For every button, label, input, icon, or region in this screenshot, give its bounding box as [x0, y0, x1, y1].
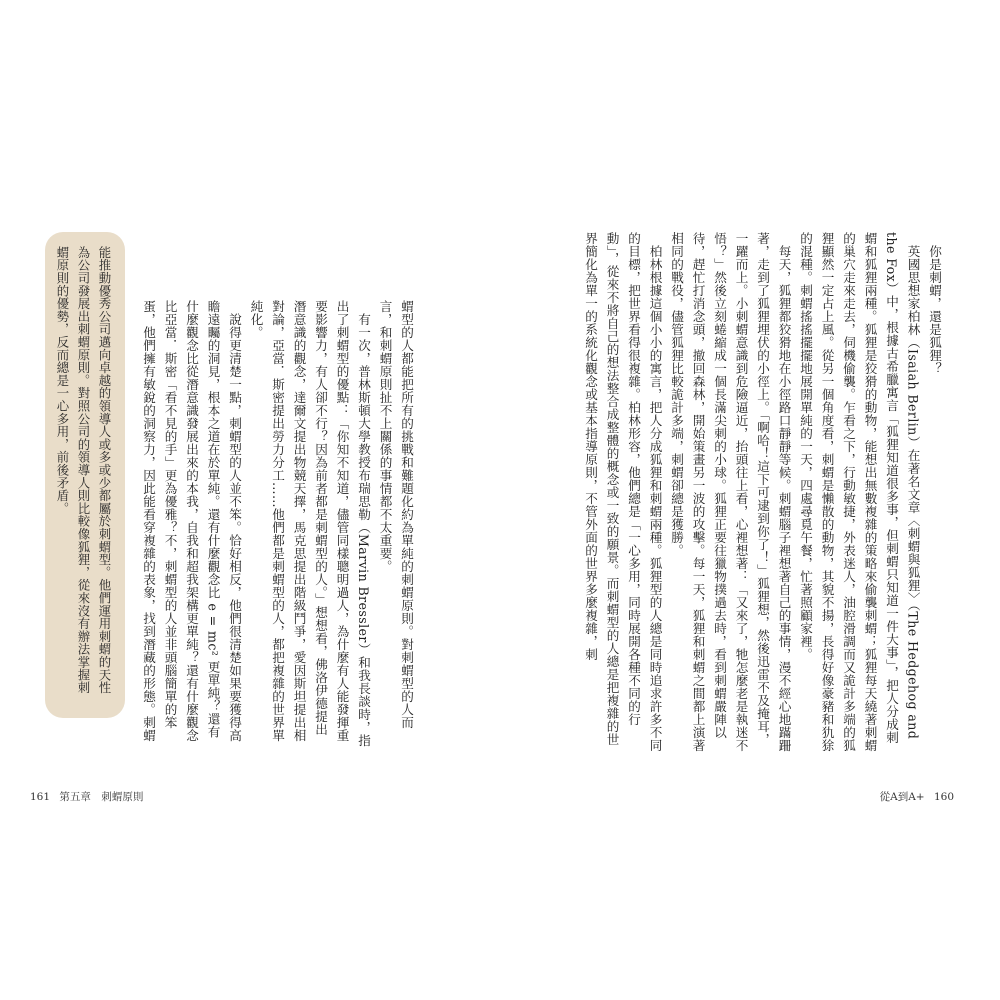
body-paragraph: 有一次，普林斯頓大學教授布瑞思勒（Marvin Bressler）和我長談時，指出了刺蝟型的優點：「你知不知道，儘管同樣聰明過人，為什麼有人能發揮重要影響力，有人卻不行？因為前者都是刺蝟型的人。」想想看，佛洛伊德提出潛意識的觀念，達爾文提出物競天擇，馬克思提出階級鬥爭，愛因斯坦提出相對論，亞當．斯密提出勞力分工……他們都是刺蝟型的人，都把複雜的世界單純化。 — [248, 300, 371, 747]
callout-text — [55, 246, 115, 706]
left-page-body — [140, 300, 417, 748]
body-paragraph: 英國思想家柏林（Isaiah Berlin）在著名文章〈刺蝟與狐狸〉（The Hedgehog and the Fox）中，根據古希臘寓言「狐狸知道很多事，但刺蝟只知道一件大事」，把人分成刺蝟和狐狸兩種。狐狸是狡猾的動物，能想出無數複雜的策略來偷襲刺蝟；狐狸每天繞著刺蝟的巢穴走來走去，伺機偷襲。乍看之下，行動敏捷，外表迷人，油腔滑調而又詭計多端的狐狸顯然一定占上風。從另一個角度看，刺蝟是懶散的動物，其貌不揚，長得好像豪豬和犰狳的混種。刺蝟搖搖擺擺地展開單純的一天，四處尋覓午餐，忙著照顧家裡。 — [798, 232, 921, 752]
page-number: 160 — [933, 791, 954, 803]
body-paragraph: 說得更清楚一點，刺蝟型的人並不笨。恰好相反，他們很清楚如果要獲得高瞻遠矚的洞見，根本之道在於單純。還有什麼觀念比 e = mc² 更單純？還有什麼觀念比從潛意識發展出來的本我，自我和超我架構更單純？還有什麼觀念比亞當．斯密「看不見的手」更為優雅？不，刺蝟型的人並非頭腦簡單的笨蛋，他們擁有敏銳的洞察力，因此能看穿複雜的表象，找到潛藏的形態。刺蝟 — [141, 300, 242, 742]
page-number: 161 — [30, 791, 51, 803]
callout-paragraph: 能推動優秀公司邁向卓越的領導人或多或少都屬於刺蝟型。他們運用刺蝟的天性為公司發展出刺蝟原則。對照公司的領導人則比較像狐狸，從來沒有辦法掌握刺蝟原則的優勢，反而總是一心多用，前後矛盾。 — [55, 246, 112, 694]
body-paragraph: 柏林根據這個小小的寓言，把人分成狐狸和刺蝟兩種。狐狸型的人總是同時追求許多不同的目標，把世界看得很複雜。柏林形容，他們總是「一心多用，同時展開各種不同的行動」，從來不將自己的想法整合成整體的概念或一致的願景。而刺蝟型的人總是把複雜的世界簡化為單一的系統化觀念或基本指導原則，不管外面的世界多麼複雜，刺 — [583, 232, 663, 752]
body-paragraph: 每天，狐狸都狡猾地在小徑路口靜靜等候。刺蝟腦子裡想著自己的事情，漫不經心地蹣跚著，走到了狐狸埋伏的小徑上。「啊哈！這下可逮到你了！」狐狸想，然後迅雷不及掩耳，一躍而上。小刺蝟意識到危險逼近，抬頭往上看，心裡想著：「又來了，牠怎麼老是執迷不悟？」然後立刻蜷縮成一個長滿尖刺的小球。狐狸正要往獵物撲過去時，看到刺蝟嚴陣以待，趕忙打消念頭，撤回森林，開始策畫另一波的攻擊。每一天，狐狸和刺蝟之間都上演著相同的戰役，儘管狐狸比較詭計多端，刺蝟卻總是獲勝。 — [669, 232, 792, 752]
right-folio — [880, 789, 960, 804]
body-paragraph: 你是刺蝟，還是狐狸？ — [927, 244, 942, 375]
body-paragraph: 蝟型的人都能把所有的挑戰和難題化約為單純的刺蝟原則。對刺蝟型的人而言，和刺蝟原則扯不上關係的事情都不太重要。 — [377, 300, 414, 729]
left-folio — [30, 789, 149, 804]
right-page — [500, 0, 1000, 1000]
running-head: 第五章 刺蝟原則 — [59, 791, 144, 803]
callout-box — [45, 232, 125, 718]
book-title: 從A到A+ — [879, 791, 925, 803]
right-page-body — [530, 232, 945, 752]
